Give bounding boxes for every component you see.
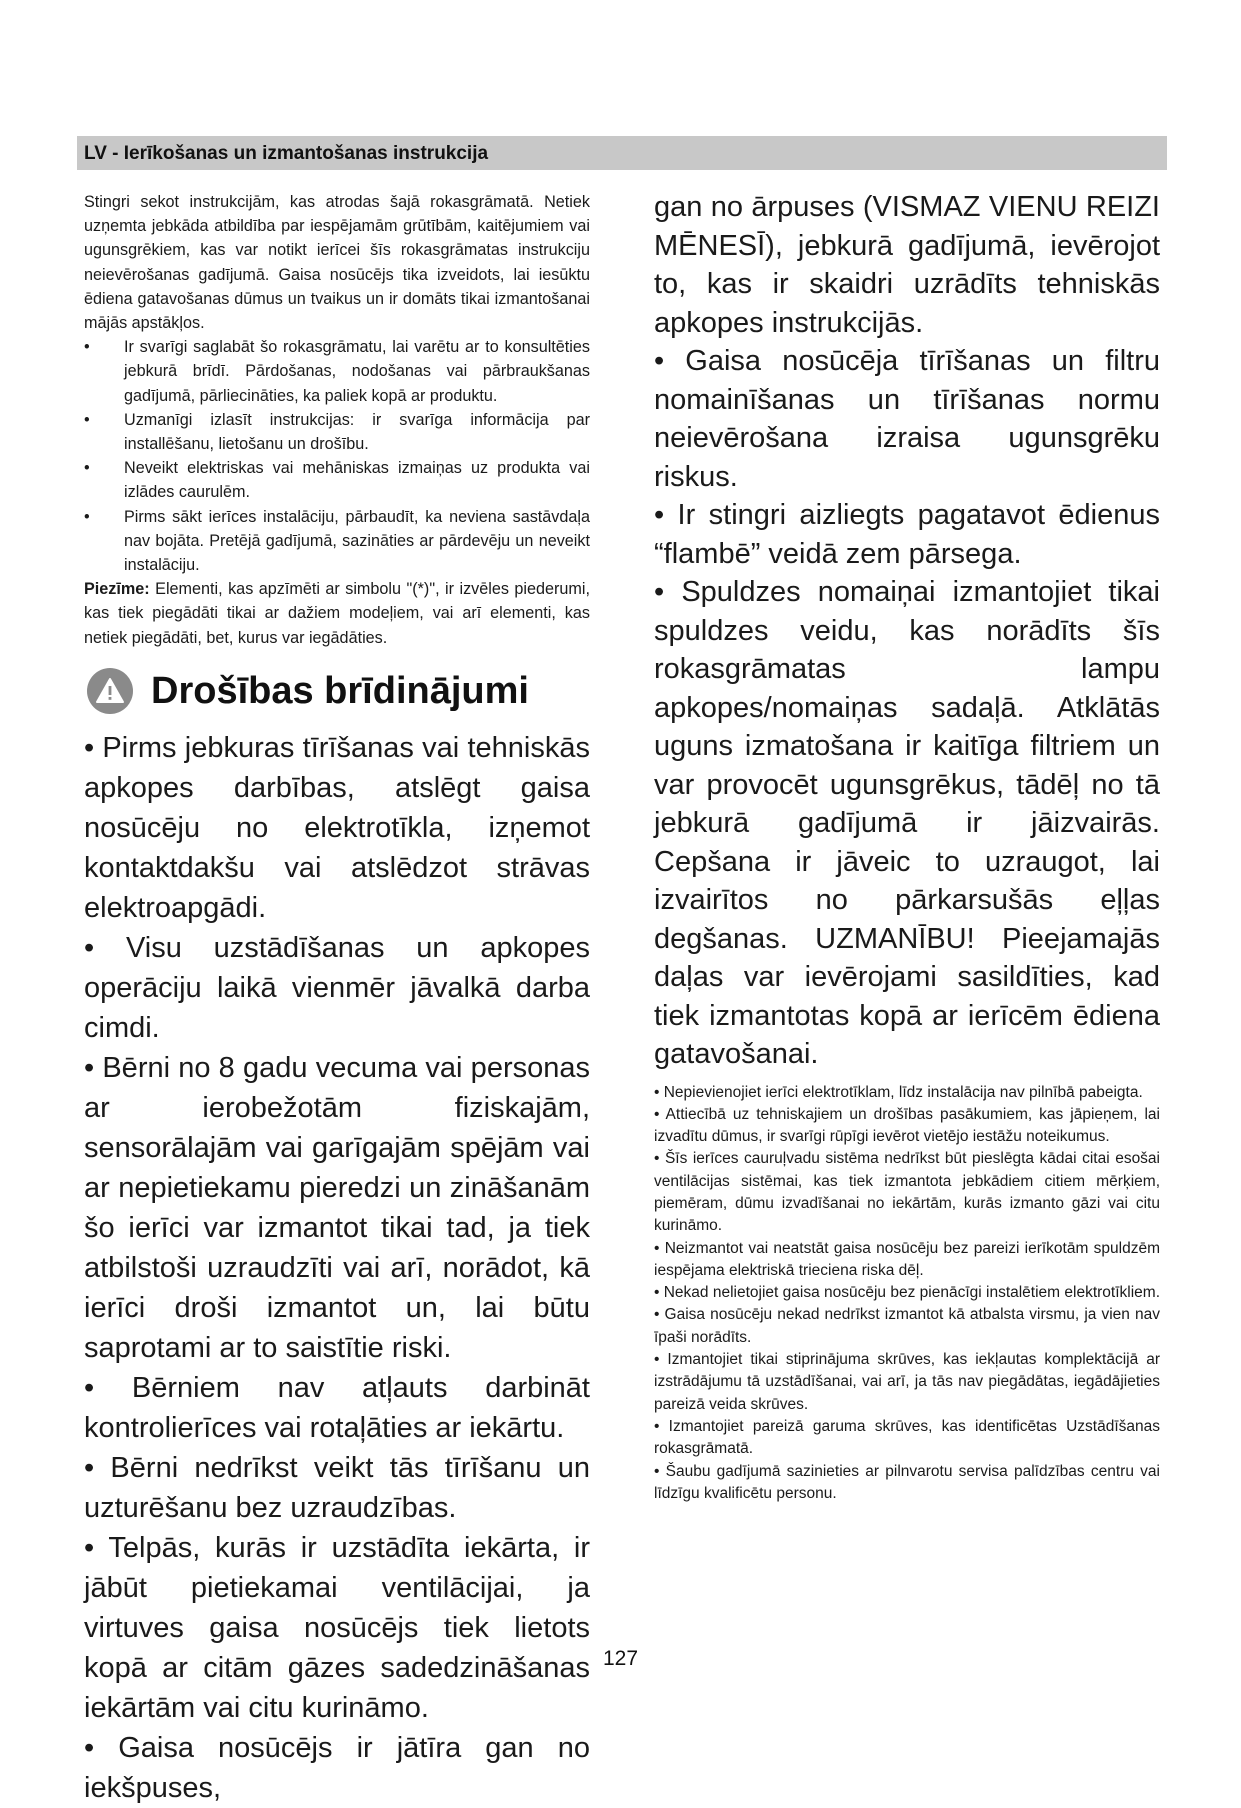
safety-note: • Attiecībā uz tehniskajiem un drošības pasākumiem, kas jāpieņem, lai izvadītu dūmus, ir svarīgi rūpīgi ievērot vietējo iestāžu noteikumus. bbox=[654, 1105, 1160, 1146]
safety-note: • Neizmantot vai neatstāt gaisa nosūcēju bez pareizi ierīkotām spuldzēm iespējama elektriskā trieciena riska dēļ. bbox=[654, 1239, 1160, 1279]
safety-note: • Izmantojiet pareizā garuma skrūves, kas identificētas Uzstādīšanas rokasgrāmatā. bbox=[654, 1417, 1160, 1458]
page-number: 127 bbox=[602, 1647, 639, 1670]
safety-item: • Bērni nedrīkst veikt tās tīrīšanu un uzturēšanu bez uzraudzības. bbox=[84, 1451, 590, 1524]
section-title: LV - Ierīkošanas un izmantošanas instrukcija bbox=[84, 143, 489, 164]
safety-note: • Gaisa nosūcēju nekad nedrīkst izmantot kā atbalsta virsmu, ja vien nav īpaši norādīts. bbox=[654, 1306, 1160, 1346]
intro-bullet: • Uzmanīgi izlasīt instrukcijas: ir svarīga informācija par installēšanu, lietošanu un drošību. bbox=[84, 408, 590, 456]
safety-note: • Šīs ierīces cauruļvadu sistēma nedrīkst būt pieslēgta kādai citai esošai ventilācijas sistēmai, kas tiek izmantota jebkādiem citiem mērķiem, piemēram, dūmu izvadīšanai no iekārtām, kurās izmanto gāzi vai citu kurināmo. bbox=[654, 1150, 1160, 1235]
safety-item: • Bērniem nav atļauts darbināt kontrolierīces vai rotaļāties ar iekārtu. bbox=[84, 1371, 590, 1444]
safety-title: Drošības brīdinājumi bbox=[151, 669, 529, 712]
safety-item: • Spuldzes nomaiņai izmantojiet tikai spuldzes veidu, kas norādīts šīs rokasgrāmatas lampu apkopes/nomaiņas sadaļā. Atklātās uguns izmatošana ir kaitīga filtriem un var provocēt ugunsgrēkus, tādēļ no tā jebkurā gadījumā ir jāizvairās. Cepšana ir jāveic to uzraugot, lai izvairītos no pārkarsušās eļļas degšanas. UZMANĪBU! Pieejamajās daļas var ievērojami sasildīties, kad tiek izmantotas kopā ar ierīcēm ēdiena gatavošanai. bbox=[654, 576, 1160, 1070]
intro-bullet-list bbox=[84, 335, 590, 577]
safety-heading bbox=[84, 668, 590, 714]
warning-icon bbox=[87, 668, 133, 714]
safety-item: • Ir stingri aizliegts pagatavot ēdienus “flambē” veidā zem pārsega. bbox=[654, 499, 1160, 570]
note-paragraph bbox=[84, 577, 590, 650]
section-header bbox=[77, 136, 1167, 170]
safety-note: • Šaubu gadījumā sazinieties ar pilnvarotu servisa palīdzības centru vai līdzīgu kvalificētu personu. bbox=[654, 1462, 1160, 1502]
safety-item: • Gaisa nosūcējs ir jātīra gan no iekšpuses, bbox=[84, 1731, 590, 1804]
safety-item: gan no ārpuses (VISMAZ VIENU REIZI MĒNESĪ), jebkurā gadījumā, ievērojot to, kas ir skaidri uzrādīts tehniskās apkopes instrukcijās. bbox=[654, 191, 1160, 339]
safety-item: • Telpās, kurās ir uzstādīta iekārta, ir jābūt pietiekamai ventilācijai, ja virtuves gaisa nosūcējs tiek lietots kopā ar citām gāzes sadedzināšanas iekārtām vai citu kurināmo. bbox=[84, 1531, 590, 1724]
safety-item: • Gaisa nosūcēja tīrīšanas un filtru nomainīšanas un tīrīšanas normu neievērošana izraisa ugunsgrēku riskus. bbox=[654, 345, 1160, 493]
safety-note: • Nepievienojiet ierīci elektrotīklam, līdz instalācija nav pilnībā pabeigta. bbox=[654, 1083, 1143, 1101]
note-label: Piezīme: bbox=[84, 580, 150, 599]
left-column bbox=[84, 190, 590, 1808]
safety-note: • Nekad nelietojiet gaisa nosūcēju bez pienācīgi instalētiem elektrotīkliem. bbox=[654, 1284, 1161, 1302]
safety-note: • Izmantojiet tikai stiprinājuma skrūves, kas iekļautas komplektācijā ar izstrādājumu tā uzstādīšanai, vai arī, ja tās nav piegādātas, iegādājieties pareizā veida skrūves. bbox=[654, 1351, 1160, 1413]
intro-bullet: • Ir svarīgi saglabāt šo rokasgrāmatu, lai varētu ar to konsultēties jebkurā brīdī. Pārdošanas, nodošanas vai pārbraukšanas gadījumā, pārliecināties, ka paliek kopā ar produktu. bbox=[84, 335, 590, 408]
intro-paragraph: Stingri sekot instrukcijām, kas atrodas šajā rokasgrāmatā. Netiek uzņemta jebkāda atbildība par iespējamām grūtībām, kaitējumiem vai ugunsgrēkiem, kas var notikt ierīcei šīs rokasgrāmatas instrukciju neievērošanas gadījumā. Gaisa nosūcējs tika izveidots, lai iesūktu ēdiena gatavošanas dūmus un tvaikus un ir domāts tikai izmantošanai mājās apstākļos. bbox=[84, 193, 590, 333]
safety-item: • Visu uzstādīšanas un apkopes operāciju laikā vienmēr jāvalkā darba cimdi. bbox=[84, 931, 590, 1044]
note-text: Elementi, kas apzīmēti ar simbolu "(*)", ir izvēles piederumi, kas tiek piegādāti tikai ar dažiem modeļiem, vai arī elementi, kas netiek piegādāti, bet, kurus var iegādāties. bbox=[84, 580, 590, 647]
intro-bullet: • Pirms sākt ierīces instalāciju, pārbaudīt, ka neviena sastāvdaļa nav bojāta. Pretējā gadījumā, sazināties ar pārdevēju un neveikt instalāciju. bbox=[84, 505, 590, 578]
right-column bbox=[654, 188, 1160, 1505]
safety-item: • Bērni no 8 gadu vecuma vai personas ar ierobežotām fiziskajām, sensorālajām vai garīgajām spējām vai ar nepietiekamu pieredzi un zināšanām šo ierīci var izmantot tikai tad, ja tiek atbilstoši uzraudzīti vai arī, norādot, kā ierīci droši izmantot un, lai būtu saprotami ar to saistītie riski. bbox=[84, 1051, 590, 1364]
intro-bullet: • Neveikt elektriskas vai mehāniskas izmaiņas uz produkta vai izlādes caurulēm. bbox=[84, 456, 590, 504]
safety-item: • Pirms jebkuras tīrīšanas vai tehniskās apkopes darbības, atslēgt gaisa nosūcēju no elektrotīkla, izņemot kontaktdakšu vai atslēdzot strāvas elektroapgādi. bbox=[84, 731, 590, 924]
